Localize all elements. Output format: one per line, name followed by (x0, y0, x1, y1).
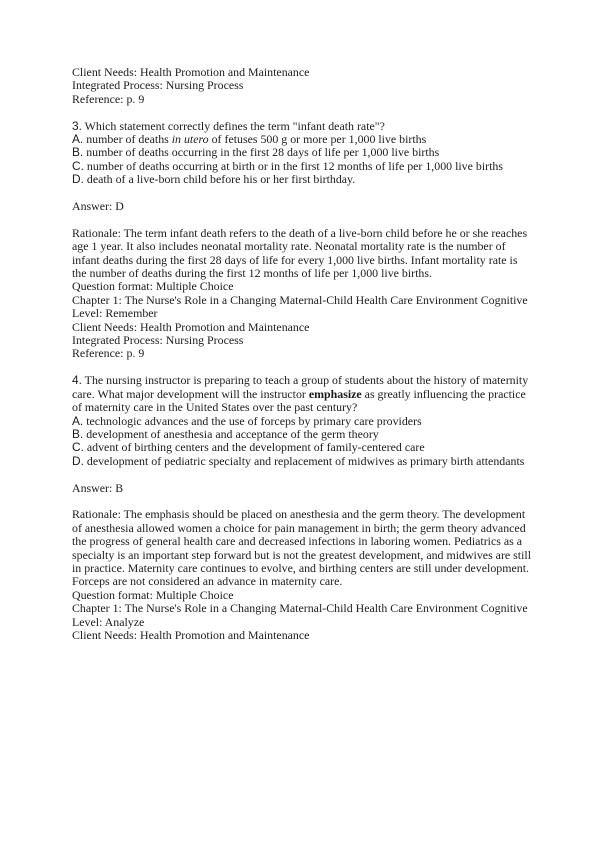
text-run: Chapter 1: The Nurse's Role in a Changing Maternal-Child Health Care Environment Cognitive Level: Remember (72, 292, 528, 321)
text-run: Chapter 1: The Nurse's Role in a Changing Maternal-Child Health Care Environment Cognitive Level: Analyze (72, 601, 528, 629)
text-run: development of pediatric specialty and replacement of midwives as primary birth attendants (83, 453, 525, 468)
metadata-line (72, 629, 532, 642)
metadata-line (72, 347, 532, 360)
answer-option (72, 160, 532, 173)
answer-option (72, 173, 532, 186)
text-run: C. (72, 158, 84, 173)
text-run: Answer: B (72, 480, 124, 495)
text-run: Question format: Multiple Choice (72, 279, 234, 294)
metadata-line (72, 93, 532, 106)
text-run: Question format: Multiple Choice (72, 587, 234, 602)
text-run: Client Needs: Health Promotion and Maintenance (72, 627, 310, 642)
text-run: in utero (171, 132, 209, 147)
text-run: of fetuses 500 g or more per 1,000 live births (208, 132, 427, 147)
answer-line (72, 200, 532, 213)
text-run: Integrated Process: Nursing Process (72, 78, 244, 93)
metadata-line (72, 79, 532, 92)
paragraph-gap (72, 495, 532, 508)
text-run: death of a live-born child before his or her first birthday. (83, 172, 356, 187)
text-run: advent of birthing centers and the development of family-centered care (83, 440, 425, 455)
text-run: Rationale: The emphasis should be placed on anesthesia and the germ theory. The development of anesthesia allowed women a choice for pain management in birth; the germ theory advanced the progress of general health care and decreased infections in laboring women. Pediatrics as a specialty is an important step forward but is not the greatest development, and midwives are still in practice. Maternity care continues to evolve, and birthing centers are still under development. Forceps are not considered an advance in maternity care. (72, 507, 531, 589)
paragraph-gap (72, 187, 532, 200)
paragraph-gap (72, 213, 532, 226)
text-run: The nursing instructor is preparing to teach a group of students about the history of maternity care. What major development will the instructor (72, 373, 529, 401)
text-run: number of deaths occurring in the first 28 days of life per 1,000 live births (83, 145, 440, 160)
metadata-line (72, 66, 532, 79)
text-run: D. (72, 172, 84, 187)
text-run: Which statement correctly defines the term "infant death rate"? (81, 118, 385, 133)
answer-option (72, 441, 532, 454)
rationale-text (72, 508, 532, 588)
answer-option (72, 455, 532, 468)
text-run: C. (72, 440, 84, 455)
answer-line (72, 482, 532, 495)
paragraph-gap (72, 361, 532, 374)
text-run: Answer: D (72, 199, 124, 214)
text-run: Client Needs: Health Promotion and Maintenance (72, 65, 310, 79)
metadata-line (72, 321, 532, 334)
text-run: development of anesthesia and acceptance of the germ theory (83, 426, 379, 441)
metadata-line (72, 602, 532, 629)
text-run: emphasize (308, 386, 362, 401)
text-run: 4. (72, 373, 82, 388)
text-run: as greatly influencing the practice of maternity care in the United States over the past century? (72, 386, 526, 415)
text-run: Rationale: The term infant death refers to the death of a live-born child before he or she reaches age 1 year. It also includes neonatal mortality rate. Neonatal mortality rate is the number of infant deaths during the first 28 days of life for every 1,000 live births. Infant mortality rate is the number of deaths during the first 12 months of life per 1,000 live births. (72, 225, 528, 281)
answer-option (72, 146, 532, 159)
answer-option (72, 415, 532, 428)
question-text (72, 120, 532, 133)
text-run: 3. (72, 118, 82, 133)
text-run: Reference: p. 9 (72, 91, 145, 106)
text-run: technologic advances and the use of forceps by primary care providers (83, 413, 422, 428)
answer-option (72, 428, 532, 441)
text-run: number of deaths (83, 132, 172, 147)
text-run: Reference: p. 9 (72, 346, 145, 361)
text-run: B. (72, 426, 84, 441)
text-run: A. (72, 413, 84, 428)
metadata-line (72, 589, 532, 602)
paragraph-gap (72, 468, 532, 481)
text-run: number of deaths occurring at birth or in the first 12 months of life per 1,000 live births (83, 158, 503, 173)
text-run: A. (72, 132, 84, 147)
text-run: D. (72, 453, 84, 468)
paragraph-gap (72, 106, 532, 119)
answer-option (72, 133, 532, 146)
text-run: Integrated Process: Nursing Process (72, 333, 244, 348)
metadata-line (72, 280, 532, 293)
question-text (72, 374, 532, 414)
metadata-line (72, 334, 532, 347)
rationale-text (72, 227, 532, 281)
document-content (72, 66, 532, 642)
text-run: Client Needs: Health Promotion and Maintenance (72, 319, 310, 334)
text-run: B. (72, 145, 84, 160)
metadata-line (72, 294, 532, 321)
